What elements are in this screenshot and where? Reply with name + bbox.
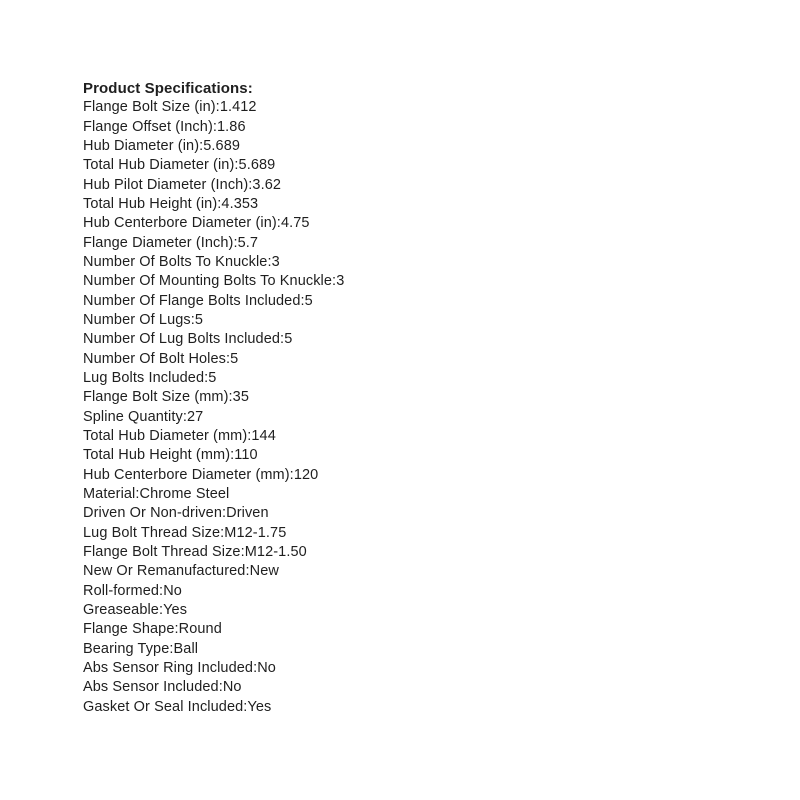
spec-label: Roll-formed : — [83, 583, 163, 599]
spec-label: Flange Diameter (Inch) : — [83, 235, 238, 251]
spec-row-flange-bolts-included — [83, 292, 703, 311]
spec-label: Lug Bolts Included : — [83, 370, 208, 386]
spec-label: Hub Diameter (in) : — [83, 138, 203, 154]
spec-label: Spline Quantity : — [83, 409, 187, 425]
spec-row-roll-formed — [83, 582, 703, 601]
spec-value: 5 — [304, 292, 313, 309]
spec-label: Total Hub Height (in) : — [83, 196, 221, 212]
spec-label: Driven Or Non-driven : — [83, 505, 226, 521]
spec-row-driven-or-non-driven — [83, 504, 703, 523]
spec-row-flange-bolt-thread-size — [83, 543, 703, 562]
spec-row-bearing-type — [83, 640, 703, 659]
spec-row-mounting-bolts-to-knuckle — [83, 272, 703, 291]
spec-value: 5 — [230, 350, 239, 367]
spec-value: 110 — [234, 447, 258, 464]
spec-row-bolts-to-knuckle — [83, 253, 703, 272]
spec-value: M12-1.50 — [244, 543, 307, 560]
spec-row-abs-sensor-included — [83, 678, 703, 697]
spec-label: Number Of Lug Bolts Included : — [83, 331, 284, 347]
spec-value: 5.689 — [238, 157, 276, 174]
spec-label: Material : — [83, 486, 140, 502]
spec-label: Bearing Type : — [83, 641, 174, 657]
spec-label: New Or Remanufactured : — [83, 563, 250, 579]
spec-row-number-of-lugs — [83, 311, 703, 330]
spec-value: Ball — [173, 640, 199, 657]
spec-label: Hub Centerbore Diameter (mm) : — [83, 467, 294, 483]
spec-value: Driven — [226, 505, 269, 522]
spec-row-hub-centerbore-diameter-mm — [83, 466, 703, 485]
spec-label: Flange Bolt Thread Size : — [83, 544, 245, 560]
spec-value: Yes — [247, 698, 272, 715]
spec-value: Round — [178, 621, 222, 638]
spec-value: 3 — [336, 273, 345, 290]
spec-label: Gasket Or Seal Included : — [83, 699, 247, 715]
spec-label: Flange Shape : — [83, 621, 179, 637]
spec-label: Number Of Mounting Bolts To Knuckle : — [83, 273, 336, 289]
spec-value: 5.689 — [203, 137, 241, 154]
spec-row-new-or-remanufactured — [83, 562, 703, 581]
spec-label: Total Hub Diameter (mm) : — [83, 428, 251, 444]
spec-value: No — [222, 679, 242, 696]
spec-row-lug-bolts-included-count — [83, 330, 703, 349]
spec-value: 120 — [293, 466, 319, 483]
spec-value: 144 — [251, 427, 276, 444]
spec-row-lug-bolts-included — [83, 369, 703, 388]
spec-value: 1.86 — [217, 118, 246, 135]
spec-value: 3 — [271, 253, 280, 270]
spec-value: 27 — [186, 408, 204, 425]
spec-row-hub-diameter — [83, 137, 703, 156]
spec-row-flange-bolt-size-in — [83, 98, 703, 117]
spec-label: Flange Bolt Size (mm) : — [83, 389, 233, 405]
spec-label: Hub Centerbore Diameter (in) : — [83, 215, 281, 231]
product-specifications-section — [83, 79, 703, 717]
spec-label: Flange Bolt Size (in) : — [83, 99, 220, 115]
spec-value: No — [163, 582, 182, 599]
spec-label: Flange Offset (Inch) : — [83, 119, 217, 135]
spec-value: 4.75 — [280, 215, 310, 232]
spec-label: Abs Sensor Ring Included : — [83, 660, 257, 676]
spec-row-spline-quantity — [83, 408, 703, 427]
spec-label: Abs Sensor Included : — [83, 679, 223, 695]
spec-row-flange-offset — [83, 118, 703, 137]
spec-value: Yes — [163, 601, 188, 618]
spec-row-lug-bolt-thread-size — [83, 524, 703, 543]
spec-label: Total Hub Height (mm) : — [83, 447, 234, 463]
spec-row-total-hub-height-mm — [83, 446, 703, 465]
spec-row-total-hub-diameter-in — [83, 156, 703, 175]
spec-value: 1.412 — [219, 99, 257, 116]
spec-label: Number Of Lugs : — [83, 312, 195, 328]
spec-label: Total Hub Diameter (in) : — [83, 157, 239, 173]
spec-row-total-hub-height-in — [83, 195, 703, 214]
section-heading: Product Specifications: — [83, 80, 253, 97]
spec-label: Lug Bolt Thread Size : — [83, 525, 224, 541]
spec-row-total-hub-diameter-mm — [83, 427, 703, 446]
spec-value: 4.353 — [221, 195, 259, 212]
spec-label: Hub Pilot Diameter (Inch) : — [83, 177, 252, 193]
spec-value: 5.7 — [237, 234, 259, 251]
spec-row-greaseable — [83, 601, 703, 620]
spec-value: No — [257, 659, 276, 676]
spec-row-gasket-or-seal-included — [83, 698, 703, 717]
spec-label: Number Of Bolt Holes : — [83, 351, 230, 367]
spec-value: New — [249, 563, 279, 580]
spec-label: Greaseable : — [83, 602, 163, 618]
spec-value: 5 — [284, 331, 293, 348]
spec-row-material — [83, 485, 703, 504]
spec-value: 3.62 — [252, 176, 282, 193]
spec-row-hub-centerbore-diameter-in — [83, 214, 703, 233]
spec-label: Number Of Flange Bolts Included : — [83, 293, 305, 309]
spec-row-flange-shape — [83, 620, 703, 639]
spec-value: M12-1.75 — [224, 524, 287, 541]
spec-value: Chrome Steel — [139, 485, 230, 502]
spec-row-flange-bolt-size-mm — [83, 388, 703, 407]
spec-label: Number Of Bolts To Knuckle : — [83, 254, 272, 270]
spec-value: 5 — [194, 311, 204, 328]
spec-row-abs-sensor-ring-included — [83, 659, 703, 678]
spec-value: 5 — [208, 369, 217, 386]
spec-row-flange-diameter — [83, 234, 703, 253]
spec-value: 35 — [232, 389, 250, 406]
spec-row-hub-pilot-diameter — [83, 176, 703, 195]
spec-row-bolt-holes — [83, 350, 703, 369]
